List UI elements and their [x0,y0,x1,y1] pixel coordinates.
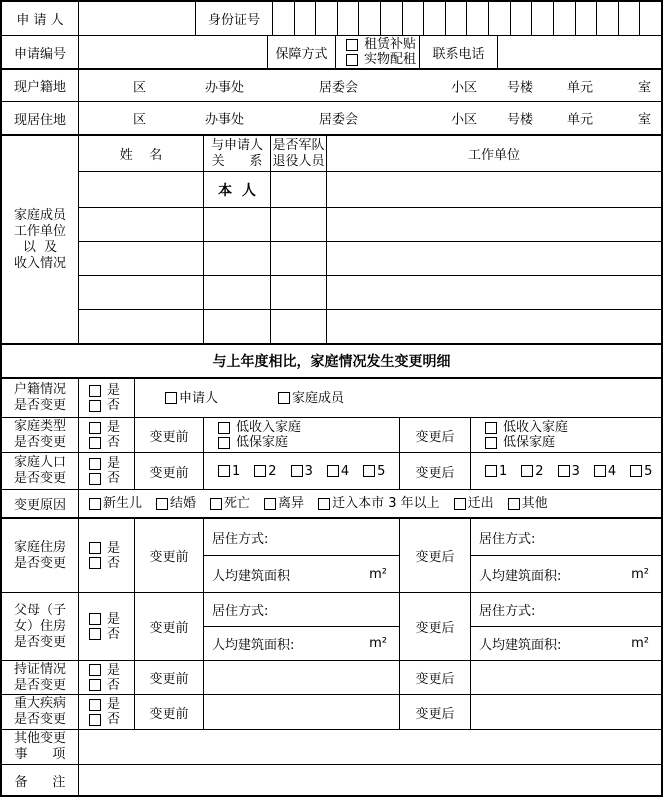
living-mode-field[interactable]: 居住方式: [479,604,536,619]
change-reason-options: 新生儿 结婚 死亡 离异 迁入本市 3 年以上 迁出 其他 [78,490,661,517]
family-row-blank [79,241,661,275]
checkbox-physical-allocation[interactable] [346,54,358,66]
square-meter-unit: m² [631,566,649,582]
household-reg-options: 申请人 家庭成员 [134,379,661,417]
parent-housing-yesno: 是 否 [78,593,134,660]
area-field[interactable]: 人均建筑面积: m² [204,626,399,660]
relation-cell[interactable] [203,208,270,241]
before-label: 变更前 [134,661,203,694]
checkbox-count-5[interactable] [630,465,642,477]
certificate-label: 持证情况 是否变更 [13,661,66,693]
parent-housing-after [470,593,661,660]
checkbox-moved-in-3-years[interactable] [318,498,330,510]
checkbox-count-2[interactable] [254,465,266,477]
family-table-header [79,136,661,171]
committee-label: 居委会 [319,80,359,95]
before-label: 变更前 [134,453,203,489]
area-field[interactable]: 人均建筑面积: m² [471,555,661,592]
checkbox-count-2[interactable] [521,465,533,477]
row-current-address [2,101,661,134]
registered-address-label: 现户籍地 [13,80,66,95]
certificate-before-field[interactable] [203,661,399,694]
checkbox-no[interactable] [89,557,101,569]
row-major-illness-change [2,694,661,729]
row-registered-address [2,68,661,101]
square-meter-unit: m² [369,566,387,582]
relation-cell[interactable] [203,310,270,343]
other-changes-field[interactable] [78,730,661,764]
col-header-relation: 与申请人 关 系 [203,136,270,171]
major-illness-after-field[interactable] [470,695,661,729]
applicant-label: 申 请 人 [16,13,64,28]
checkbox-family-member[interactable] [278,392,290,404]
area-field[interactable]: 人均建筑面积: m² [471,626,661,660]
id-digit-box[interactable] [273,2,294,35]
household-reg-yesno: 是 否 [78,379,134,417]
row-family-size-change [2,452,661,489]
family-size-label: 家庭人口 是否变更 [13,455,66,486]
contact-phone-field[interactable] [497,36,661,68]
checkbox-other[interactable] [508,498,520,510]
before-label: 变更前 [134,418,203,452]
checkbox-count-5[interactable] [363,465,375,477]
family-size-yesno: 是 否 [78,453,134,489]
checkbox-count-4[interactable] [594,465,606,477]
checkbox-marriage[interactable] [156,498,168,510]
other-changes-label: 其他变更 事 项 [13,731,66,762]
id-digit-box[interactable] [380,2,402,35]
square-meter-unit: m² [369,636,387,651]
checkbox-subsistence-family[interactable] [218,437,230,449]
checkbox-count-3[interactable] [558,465,570,477]
building-label: 号楼 [507,112,534,128]
relation-cell-self: 本 人 [203,172,270,207]
id-digit-box[interactable] [596,2,618,35]
checkbox-count-3[interactable] [291,465,303,477]
id-digit-box[interactable] [294,2,316,35]
guarantee-method-label: 保障方式 [267,36,335,68]
change-reason-label: 变更原因 [13,498,66,513]
work-unit-cell[interactable] [326,276,661,309]
applicant-name-field[interactable] [78,2,195,35]
checkbox-divorce[interactable] [264,498,276,510]
family-size-before-counts: 1 2 3 4 5 [203,453,399,489]
before-label: 变更前 [134,695,203,729]
after-label: 变更后 [399,593,470,660]
row-certificate-change [2,660,661,694]
living-mode-field[interactable]: 居住方式: [479,531,536,547]
living-mode-field[interactable]: 居住方式: [212,531,269,547]
row-change-reason [2,489,661,517]
checkbox-yes[interactable] [89,542,101,554]
checkbox-no[interactable] [89,437,101,449]
family-row-blank [79,309,661,343]
checkbox-applicant[interactable] [165,392,177,404]
change-section-title: 与上年度相比，家庭情况发生变更明细 [212,354,451,370]
checkbox-no[interactable] [89,679,101,691]
before-label: 变更前 [134,593,203,660]
major-illness-label: 重大疾病 是否变更 [13,696,66,727]
room-label: 室 [637,80,651,95]
major-illness-yesno: 是 否 [78,695,134,729]
checkbox-yes[interactable] [89,664,101,676]
family-housing-before [203,519,399,592]
family-row-blank [79,207,661,241]
name-cell[interactable] [79,208,203,241]
application-no-label: 申请编号 [13,46,66,62]
checkbox-yes[interactable] [89,422,101,434]
id-digit-box[interactable] [315,2,337,35]
id-digit-box[interactable] [423,2,445,35]
checkbox-low-income-family[interactable] [218,422,230,434]
family-type-after-options: 低收入家庭 低保家庭 [470,418,661,452]
id-digit-box[interactable] [575,2,597,35]
family-members-section [2,134,661,343]
checkbox-death[interactable] [210,498,222,510]
major-illness-before-field[interactable] [203,695,399,729]
row-family-housing-change [2,517,661,592]
relation-cell[interactable] [203,276,270,309]
after-label: 变更后 [399,418,470,452]
id-digit-box[interactable] [531,2,553,35]
checkbox-yes[interactable] [89,699,101,711]
veteran-cell[interactable] [270,310,326,343]
after-label: 变更后 [399,519,470,592]
name-cell[interactable] [79,310,203,343]
checkbox-no[interactable] [89,400,101,412]
id-digit-box[interactable] [510,2,532,35]
name-cell[interactable] [79,276,203,309]
veteran-cell[interactable] [270,242,326,275]
family-housing-after [470,519,661,592]
row-applicant [2,2,661,35]
subdistrict-label: 办事处 [205,80,245,95]
work-unit-cell[interactable] [326,208,661,241]
parent-housing-label: 父母（子 女）住房 是否变更 [13,602,66,650]
family-row-blank [79,275,661,309]
district-label: 区 [133,80,147,95]
row-remarks [2,764,661,796]
remarks-field[interactable] [78,765,661,796]
checkbox-newborn[interactable] [89,498,101,510]
work-unit-cell[interactable] [326,242,661,275]
district-label: 区 [133,112,147,128]
id-number-boxes [272,2,661,35]
registered-address-field[interactable] [78,70,661,101]
remarks-label: 备 注 [14,775,66,790]
row-family-type-change [2,417,661,452]
veteran-cell[interactable] [270,276,326,309]
application-no-field[interactable] [78,36,267,68]
change-section-title-row [2,343,661,377]
family-type-label: 家庭类型 是否变更 [13,419,66,450]
community-label: 小区 [451,112,478,128]
col-header-name: 姓 名 [119,148,163,163]
row-application-no [2,35,661,68]
family-members-table [78,136,661,343]
checkbox-yes[interactable] [89,385,101,397]
subdistrict-label: 办事处 [205,112,245,128]
id-number-label: 身份证号 [195,2,272,35]
unit-label: 单元 [567,112,594,128]
id-digit-box[interactable] [466,2,488,35]
family-housing-label: 家庭住房 是否变更 [13,539,66,571]
checkbox-moved-out[interactable] [454,498,466,510]
area-field[interactable]: 人均建筑面积 m² [204,555,399,592]
guarantee-options: 租赁补贴 实物配租 [335,36,419,68]
family-type-yesno: 是 否 [78,418,134,452]
id-digit-box[interactable] [553,2,575,35]
relation-cell[interactable] [203,242,270,275]
contact-phone-label: 联系电话 [419,36,497,68]
checkbox-subsistence-family[interactable] [485,437,497,449]
checkbox-rental-subsidy[interactable] [346,39,358,51]
committee-label: 居委会 [319,112,359,128]
certificate-after-field[interactable] [470,661,661,694]
row-parent-housing-change [2,592,661,660]
family-section-label: 家庭成员 工作单位 以 及 收入情况 [13,207,66,271]
checkbox-count-1[interactable] [485,465,497,477]
id-digit-box[interactable] [639,2,661,35]
household-reg-label: 户籍情况 是否变更 [13,382,66,413]
id-digit-box[interactable] [445,2,467,35]
square-meter-unit: m² [631,636,649,651]
family-size-after-counts: 1 2 3 4 5 [470,453,661,489]
room-label: 室 [637,112,651,128]
after-label: 变更后 [399,695,470,729]
checkbox-count-4[interactable] [327,465,339,477]
id-digit-box[interactable] [618,2,640,35]
veteran-cell[interactable] [270,172,326,207]
row-household-reg-change [2,377,661,417]
parent-housing-before [203,593,399,660]
work-unit-cell[interactable] [326,172,661,207]
checkbox-no[interactable] [89,473,101,485]
checkbox-yes[interactable] [89,613,101,625]
after-label: 变更后 [399,453,470,489]
checkbox-no[interactable] [89,628,101,640]
veteran-cell[interactable] [270,208,326,241]
row-other-changes [2,729,661,764]
family-row-self [79,171,661,207]
checkbox-yes[interactable] [89,458,101,470]
current-address-label: 现居住地 [13,112,66,128]
community-label: 小区 [451,80,478,95]
checkbox-no[interactable] [89,714,101,726]
id-digit-box[interactable] [402,2,424,35]
unit-label: 单元 [567,80,594,95]
checkbox-low-income-family[interactable] [485,422,497,434]
id-digit-box[interactable] [358,2,380,35]
id-digit-box[interactable] [337,2,359,35]
before-label: 变更前 [134,519,203,592]
current-address-field[interactable] [78,102,661,134]
certificate-yesno: 是 否 [78,661,134,694]
living-mode-field[interactable]: 居住方式: [212,604,269,619]
after-label: 变更后 [399,661,470,694]
family-housing-yesno: 是 否 [78,519,134,592]
checkbox-count-1[interactable] [218,465,230,477]
col-header-veteran: 是否军队 退役人员 [270,136,326,171]
name-cell[interactable] [79,242,203,275]
id-digit-box[interactable] [488,2,510,35]
work-unit-cell[interactable] [326,310,661,343]
name-cell[interactable] [79,172,203,207]
family-type-before-options: 低收入家庭 低保家庭 [203,418,399,452]
building-label: 号楼 [507,80,534,95]
col-header-work-unit: 工作单位 [326,136,661,171]
